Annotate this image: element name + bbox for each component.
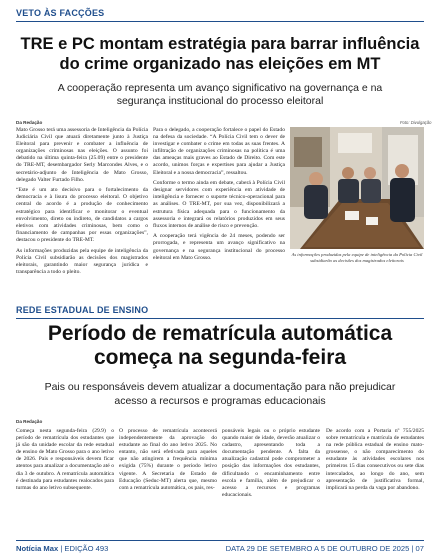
article1-column-2: [153, 127, 285, 265]
article2-column-2: O processo de rematrícula acontecerá independentemente da aprovação do estudante ao final do ano letivo 2025. No entanto, não será efetivada para aqueles que não atingirem a frequência mínima exigida (75%) durante o período letivo vigente. A Secretaria de Estado de Educação (Seduc-MT) alerta que, mesmo com a rematrícula automática, os pais, res-: [119, 428, 217, 491]
paragraph: “Este é um ato decisivo para o fortalecimento da democracia e à lisura do processo eleitoral. O objetivo central do acordo é a produção de conhecimento estratégico para identificar e monitorar o eventual envolvimento, direto ou indireto, de candidatos a cargos eletivos com atividades criminosas, bem como o financiamento de campanhas por essas organizações”, destacou o presidente do TRE-MT.: [16, 187, 148, 243]
meeting-photo-illustration: [290, 127, 424, 249]
paragraph: As informações produzidas pela equipe de inteligência da Polícia Civil subsidiarão as decisões dos magistrados eleitorais, garantindo maior segurança jurídica e transparência a todo o pleito.: [16, 247, 148, 275]
page-footer: [16, 544, 424, 556]
footer-rule: [16, 540, 424, 541]
edition-number: | EDIÇÃO 493: [60, 544, 109, 553]
section-kicker-2: REDE ESTADUAL DE ENSINO: [16, 305, 149, 315]
kicker-rule-2: [16, 318, 424, 319]
paragraph: Mato Grosso terá uma assessoria de Inteligência da Polícia Judiciária Civil que atuará diretamente junto à Justiça Eleitoral para prevenir e combater a influência de organizações criminosas nas eleições. O assunto foi debatido na última quinta-feira (25.09) entre o presidente do TRE-MT, desembargador Serly Marcondes Alves, e o secretário-adjunto de Inteligência de Mato Grosso, delegado Valter Furtado Filho.: [16, 127, 148, 183]
article2-column-3: ponsáveis legais ou o próprio estudante quando maior de idade, deverão atualizar o cadastro, apresentando toda a documentação pendente. A falta da atualização cadastral pode comprometer a posição das informações dos estudantes, dificultando o encaminhamento entre escola e família, além de prejudicar o acesso a recursos e programas educacionais.: [222, 428, 320, 498]
meeting-photo: [290, 127, 424, 249]
edition-date: DATA 29 DE SETEMBRO A 5 DE OUTUBRO DE 2025 | 07: [225, 544, 424, 553]
photo-credit: Foto: Divulgação: [400, 120, 432, 125]
article2-column-4: De acordo com a Portaria nº 755/2025 sobre rematrícula e matrícula de estudantes na rede pública estadual de ensino mato-grossense, o não comparecimento do estudante às atividades escolares nos primeiros 15 dias consecutivos ou sete dias intercalados, ao longo do ano, sem apresentação de justificativa formal, implicará na perda da vaga por abandono.: [326, 428, 424, 491]
article2-column-1: Começa nesta segunda-feira (29.9) o período de rematrícula dos estudantes que já são da unidade escolar da rede estadual de ensino de Mato Grosso para o ano letivo de 2026. Pais e responsáveis devem ficar atentos para atualizar a documentação até o dia 3 de outubro. A rematrícula automática é destinada para estudantes realocados para turmas do ano letivo subsequente.: [16, 428, 114, 491]
paragraph: Para o delegado, a cooperação fortalece o papel do Estado na defesa da sociedade. “A Polícia Civil tem o dever de investigar e combater o crime em todas as suas frentes. A infiltração de organizações criminosas na política é uma das ameaças mais graves ao Estado de Direito. Com este acordo, unimos forças e expertises para ajudar a Justiça Eleitoral e a nossa democracia”, ressaltou.: [153, 127, 285, 176]
section-kicker-1: VETO ÀS FACÇÕES: [16, 8, 105, 18]
photo-caption: As informações produzidas pela equipe de inteligência da Polícia Civil subsidiarão as decisões dos magistrados eleitorais: [291, 252, 423, 263]
paragraph: Conforme o termo ainda em debate, caberá à Polícia Civil designar servidores com experiência em atividade de inteligência e fornecer o suporte técnico-operacional para as análises. O TRE-MT, por sua vez, disponibilizará a estrutura física adequada para o funcionamento da assessoria e integrará os relatórios produzidos em seus fluxos internos de análise de risco e prevenção.: [153, 180, 285, 229]
kicker-rule-1: [16, 21, 424, 22]
article2-subhead: Pais ou responsáveis devem atualizar a documentação para não prejudicar acesso a recursos e programas educacionais: [44, 381, 396, 407]
article1-headline: TRE e PC montam estratégia para barrar influência do crime organizado nas eleições em MT: [20, 35, 420, 73]
paragraph: A cooperação terá vigência de 24 meses, podendo ser prorrogada, e representa um avanço significativo na governança e na segurança institucional do processo eleitoral em Mato Grosso.: [153, 233, 285, 261]
article1-subhead: A cooperação representa um avanço significativo na governança e na segurança institucional do processo eleitoral: [57, 82, 383, 107]
publication-name: Notícia Max: [16, 544, 59, 553]
article2-headline: Período de rematrícula automática começa na segunda-feira: [47, 322, 393, 369]
article1-byline: Da Redação: [16, 120, 43, 125]
article1-column-1: [16, 127, 148, 279]
article2-byline: Da Redação: [16, 419, 43, 424]
